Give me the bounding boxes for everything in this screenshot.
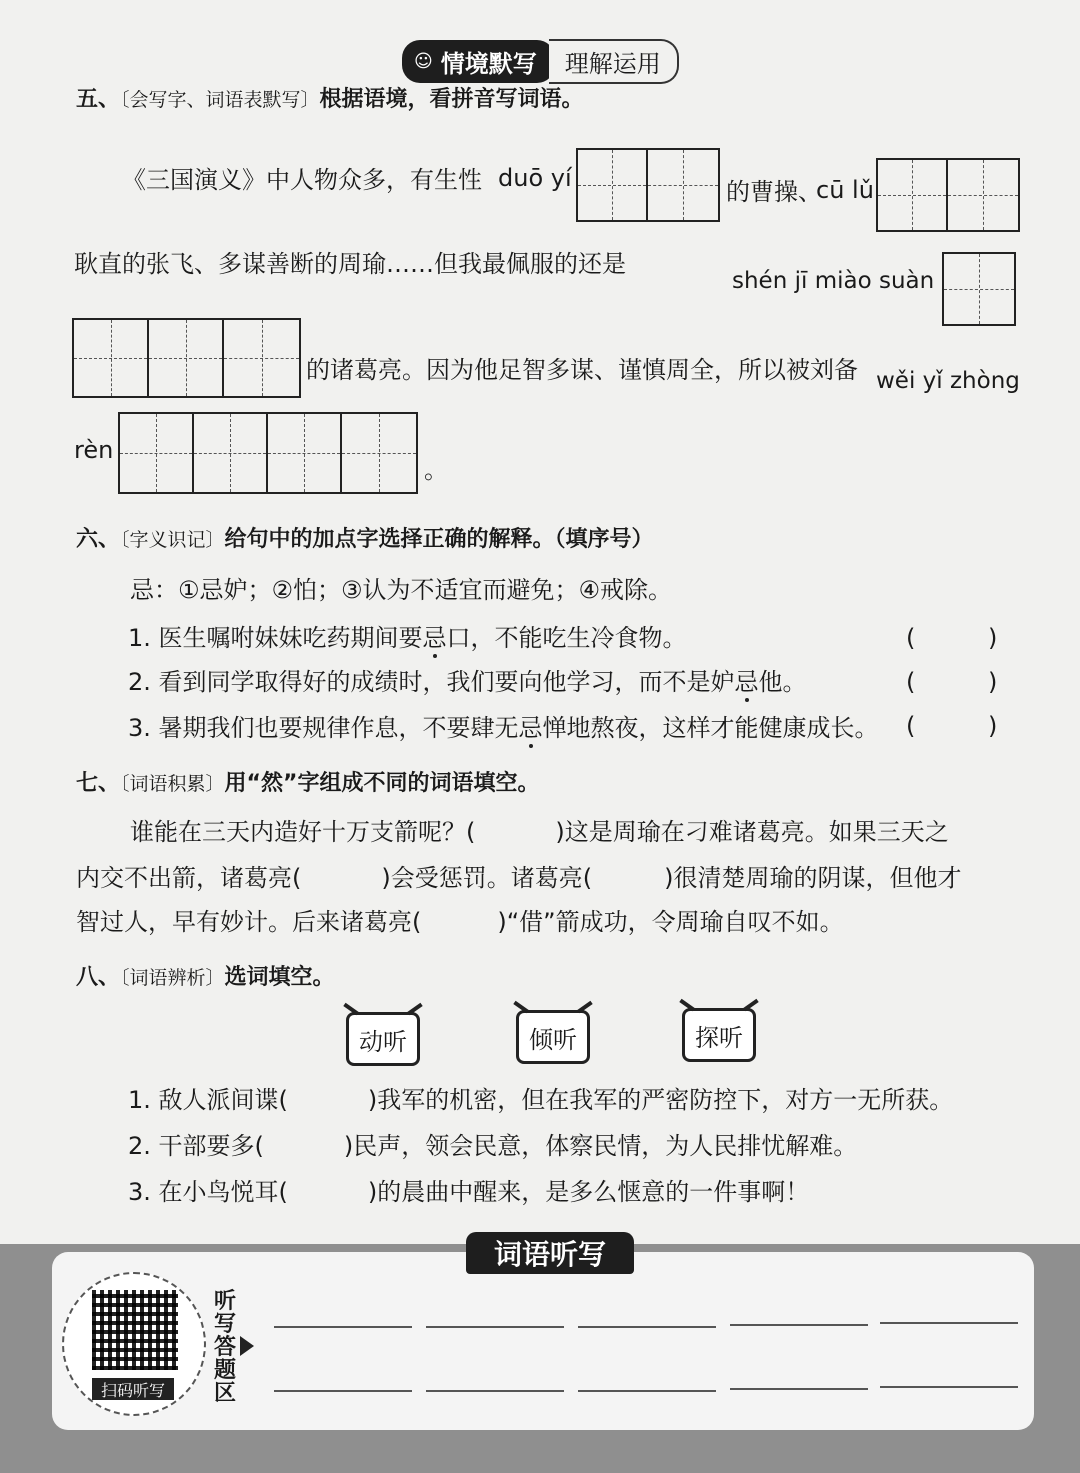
answer-line[interactable] [274, 1390, 412, 1392]
answer-paren-close: ) [988, 668, 998, 696]
grid-cell[interactable] [648, 150, 718, 220]
q5-title: 五、〔会写字、词语表默写〕根据语境，看拼音写词语。 [76, 87, 584, 112]
q7-line1: 谁能在三天内造好十万支箭呢？( )这是周瑜在刁难诸葛亮。如果三天之 [130, 818, 949, 846]
answer-line[interactable] [274, 1326, 412, 1328]
answer-line[interactable] [730, 1324, 868, 1326]
q7-line3: 智过人，早有妙计。后来诸葛亮( )“借”箭成功，令周瑜自叹不如。 [76, 908, 844, 936]
answer-paren-open[interactable]: ( [906, 624, 916, 652]
q5-pinyin5: rèn [74, 436, 114, 464]
answer-line[interactable] [578, 1390, 716, 1392]
word-card-qingting: 倾听 [516, 1010, 590, 1064]
q5-pinyin2: cū lǔ [816, 176, 874, 204]
dotted-char: 忌 [518, 714, 543, 742]
answer-line[interactable] [880, 1386, 1018, 1388]
answer-grid-culu[interactable] [876, 158, 1020, 232]
answer-grid-shenji-2[interactable] [72, 318, 301, 398]
answer-grid-shenji-1[interactable] [942, 252, 1016, 326]
grid-cell[interactable] [120, 414, 194, 492]
q6-item-1: 1. 医生嘱咐妹妹吃药期间要忌口，不能吃生冷食物。 [128, 624, 687, 652]
tab-comprehension: 理解运用 [549, 39, 679, 84]
q7-title: 七、〔词语积累〕用“然”字组成不同的词语填空。 [76, 771, 540, 796]
q5-pinyin1: duō yí [498, 164, 572, 192]
q8-item-2: 2. 干部要多( )民声，领会民意，体察民情，为人民排忧解难。 [128, 1132, 858, 1160]
grid-cell[interactable] [878, 160, 948, 230]
answer-paren-close: ) [988, 624, 998, 652]
answer-line[interactable] [880, 1322, 1018, 1324]
dotted-char: 忌 [422, 624, 447, 652]
grid-cell[interactable] [944, 254, 1014, 324]
answer-grid-weiyi[interactable] [118, 412, 418, 494]
q5-pinyin4: wěi yǐ zhòng [876, 368, 1020, 394]
qr-code-icon[interactable] [92, 1290, 178, 1370]
dictation-tab: 词语听写 [466, 1232, 634, 1274]
q8-title: 八、〔词语辨析〕选词填空。 [76, 965, 335, 990]
dotted-char: 忌 [734, 668, 759, 696]
grid-cell[interactable] [268, 414, 342, 492]
answer-line[interactable] [578, 1326, 716, 1328]
word-card-tanting: 探听 [682, 1008, 756, 1062]
q5-pinyin3: shén jī miào suàn [732, 268, 935, 294]
grid-cell[interactable] [74, 320, 149, 396]
owl-icon: ☺ [414, 50, 433, 72]
q5-line2a: 耿直的张飞、多谋善断的周瑜……但我最佩服的还是 [74, 250, 626, 278]
word-card-dongting: 动听 [346, 1012, 420, 1066]
q5-line1b: 的曹操、 [726, 178, 822, 206]
q6-item-2: 2. 看到同学取得好的成绩时，我们要向他学习，而不是妒忌他。 [128, 668, 807, 696]
grid-cell[interactable] [149, 320, 224, 396]
q8-item-1: 1. 敌人派间谍( )我军的机密，但在我军的严密防控下，对方一无所获。 [128, 1086, 954, 1114]
q6-title: 六、〔字义识记〕给句中的加点字选择正确的解释。（填序号） [76, 527, 654, 552]
answer-line[interactable] [426, 1326, 564, 1328]
answer-line[interactable] [730, 1388, 868, 1390]
q5-line3a: 的诸葛亮。因为他足智多谋、谨慎周全，所以被刘备 [306, 356, 858, 384]
arrow-right-icon [240, 1336, 254, 1356]
q5-line1a: 《三国演义》中人物众多，有生性 [122, 166, 482, 194]
section-tabs [402, 42, 679, 80]
q7-line2: 内交不出箭，诸葛亮( )会受惩罚。诸葛亮( )很清楚周瑜的阴谋，但他才 [76, 864, 962, 892]
grid-cell[interactable] [948, 160, 1018, 230]
dictation-area-label: 听写答题区 [214, 1289, 237, 1406]
grid-cell[interactable] [224, 320, 299, 396]
answer-paren-open[interactable]: ( [906, 712, 916, 740]
grid-cell[interactable] [194, 414, 268, 492]
q8-item-3: 3. 在小鸟悦耳( )的晨曲中醒来，是多么惬意的一件事啊！ [128, 1178, 810, 1206]
answer-line[interactable] [426, 1390, 564, 1392]
grid-cell[interactable] [578, 150, 648, 220]
qr-label: 扫码听写 [92, 1378, 174, 1400]
answer-grid-duoyi[interactable] [576, 148, 720, 222]
answer-paren-close: ) [988, 712, 998, 740]
answer-paren-open[interactable]: ( [906, 668, 916, 696]
tab-scenario-dictation: ☺ 情境默写 [402, 40, 555, 83]
grid-cell[interactable] [342, 414, 416, 492]
q6-options: 忌：①忌妒；②怕；③认为不适宜而避免；④戒除。 [130, 576, 673, 604]
q5-period: 。 [424, 456, 448, 484]
q6-item-3: 3. 暑期我们也要规律作息，不要肆无忌惮地熬夜，这样才能健康成长。 [128, 714, 879, 742]
